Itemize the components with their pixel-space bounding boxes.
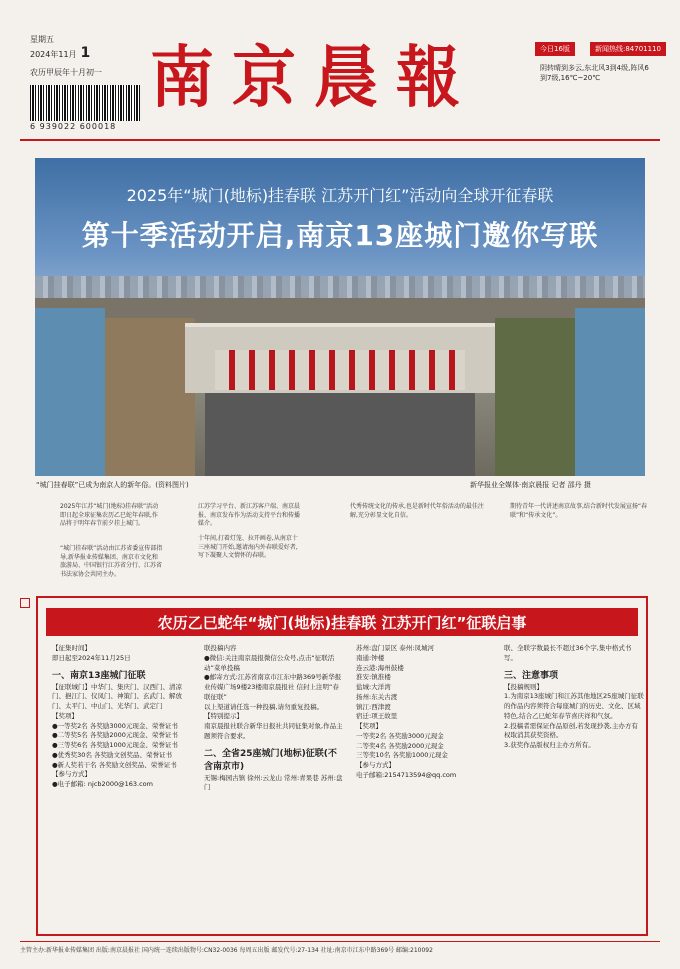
notice-line: 盐城:大洋湾 bbox=[356, 683, 391, 691]
masthead-header bbox=[0, 0, 680, 150]
photo-gate-couplets bbox=[215, 350, 465, 390]
hotline-tag: 新闻热线:84701110 bbox=[590, 42, 666, 56]
notice-box bbox=[36, 596, 648, 936]
notice-line: ●二等奖5名 各奖励2000元现金、荣誉证书 bbox=[52, 731, 178, 740]
notice-line: 以上渠道请任选一种投稿,请勿重复投稿。 bbox=[204, 702, 324, 711]
weekday: 星期五 bbox=[30, 35, 54, 44]
lead-headline: 第十季活动开启,南京13座城门邀你写联 bbox=[81, 219, 599, 252]
photo-trees-right bbox=[495, 318, 575, 476]
notice-line: 苏州:盘门景区 泰州:凤城河 bbox=[356, 644, 434, 652]
lunar-date: 农历甲辰年十月初一 bbox=[30, 68, 102, 77]
article-column: 代秀传统文化的传承,也是新时代年俗活动的最佳注解,充分彰显文化自信。 bbox=[350, 503, 484, 519]
notice-line: 【特别提示】 bbox=[204, 712, 243, 721]
year-month: 2024年11月 bbox=[30, 50, 77, 59]
photo-trees-left bbox=[105, 318, 195, 476]
weather-info: 阴转晴到多云,东北风3到4级,阵风6到7级,16℃~20℃ bbox=[540, 64, 649, 82]
notice-line: 【参与方式】 bbox=[356, 761, 395, 769]
newspaper-logo: 南京晨報 bbox=[150, 38, 478, 118]
corner-ornament bbox=[20, 598, 30, 608]
header-divider bbox=[20, 139, 660, 141]
notice-line: 连云港:海州鼓楼 bbox=[356, 663, 404, 672]
notice-line: 1.为南京13座城门和江苏其他地区25座城门征联的作品内容须符合每座城门的历史、文化、区域特色,结合乙巳蛇年春节喜庆祥和气氛。 bbox=[504, 692, 644, 720]
photo-road bbox=[205, 393, 475, 476]
notice-line: ●邮寄方式:江苏省南京市江东中路369号新华报业传媒广场9楼23楼南京晨报社 信封上注明“春联征联” bbox=[204, 673, 342, 701]
pages-tag: 今日16版 bbox=[535, 42, 575, 56]
date-block bbox=[30, 34, 145, 78]
notice-line: 镇江:西津渡 bbox=[356, 702, 391, 711]
notice-line: ●优秀奖30名 各奖励文创奖品、荣誉证书 bbox=[52, 750, 173, 759]
lead-photo bbox=[35, 158, 645, 476]
notice-section-head: 一、南京13座城门征联 bbox=[52, 670, 146, 681]
notice-line: 【投稿规则】 bbox=[504, 682, 543, 691]
notice-line: 二等奖4名 各奖励2000元现金 bbox=[356, 741, 444, 750]
notice-column-2 bbox=[204, 644, 344, 793]
notice-line: 淮安:镇淮楼 bbox=[356, 673, 391, 682]
notice-label: 【征集时间】 bbox=[52, 644, 91, 652]
day-number: 1 bbox=[80, 45, 91, 61]
notice-cities: 无锡:梅园古镇 徐州:云龙山 常州:青果巷 苏州:盘门 bbox=[204, 773, 343, 792]
notice-line: 扬州:东关古渡 bbox=[356, 692, 398, 701]
notice-column-3 bbox=[356, 644, 496, 781]
notice-time: 即日起至2024年11月25日 bbox=[52, 653, 131, 662]
notice-line: 联、全联字数最长不超过36个字,集中格式书写。 bbox=[504, 644, 632, 662]
notice-line: 3.获奖作品版权归主办方所有。 bbox=[504, 741, 595, 749]
footer: 主管主办:新华报业传媒集团 出版:南京晨报社 国内统一连续出版物号:CN32-0036 每周五出版 邮发代号:27-134 社址:南京市江东中路369号 邮编:210092 bbox=[20, 941, 660, 954]
photo-river-left bbox=[35, 308, 105, 476]
notice-title: 农历乙巳蛇年“城门(地标)挂春联 江苏开门红”征联启事 bbox=[157, 614, 527, 632]
notice-line: 联投稿内容 bbox=[204, 644, 237, 652]
notice-line: 【奖项】 bbox=[356, 722, 382, 730]
notice-column-1 bbox=[52, 644, 192, 790]
date-line bbox=[30, 45, 145, 61]
notice-email: ●电子邮箱: njcb2000@163.com bbox=[52, 780, 153, 788]
notice-line: 南通:钟楼 bbox=[356, 653, 385, 662]
lead-article bbox=[60, 503, 650, 593]
photo-credit: 新华报业全媒体·南京晨报 记者 邵丹 摄 bbox=[470, 481, 591, 489]
notice-column-4 bbox=[504, 644, 644, 751]
notice-line: 【参与方式】 bbox=[52, 770, 91, 779]
barcode bbox=[30, 85, 140, 121]
notice-line: 三等奖10名 各奖励1000元现金 bbox=[356, 751, 448, 760]
notice-line: ●微信:关注南京晨报微信公众号,点击“征联活动”菜单投稿 bbox=[204, 653, 335, 672]
notice-line: ●三等奖6名 各奖励1000元现金、荣誉证书 bbox=[52, 741, 178, 749]
barcode-number: 6 939022 600018 bbox=[30, 122, 117, 131]
article-column: 江苏学习平台、新江苏客户端、南京晨报、南京发布作为活动支持平台和传播媒介。 bbox=[198, 503, 301, 528]
article-column: “城门挂春联”活动由江苏省委宣传部指导,新华报业传媒集团、南京市文化和旅游局、中国银行江苏省分行、江苏省书法家协会共同主办。 bbox=[60, 545, 163, 579]
photo-river-right bbox=[575, 308, 645, 476]
notice-line: ●新人奖若干名 各奖励文创奖品、荣誉证书 bbox=[52, 760, 177, 769]
notice-email: 电子邮箱:2154713594@qq.com bbox=[356, 770, 457, 779]
notice-line: 宿迁:项王故里 bbox=[356, 712, 398, 721]
notice-section-head: 二、全省25座城门(地标)征联(不含南京市) bbox=[204, 748, 337, 772]
notice-line: 南京晨报社联合新华日报社共同征集对象,作品主题须符合要求。 bbox=[204, 722, 343, 740]
notice-line: 2.投稿者需保证作品原创,若发现抄袭,主办方有权取消其获奖资格。 bbox=[504, 721, 638, 740]
notice-line: 【奖项】 bbox=[52, 711, 78, 720]
article-column: 期待青年一代讲述南京故事,结合新时代发展宣扬“春联”和“传承文化”。 bbox=[510, 503, 648, 519]
photo-caption: “城门挂春联”已成为南京人的新年俗。(资料图片) bbox=[36, 481, 189, 489]
lead-kicker: 2025年“城门(地标)挂春联 江苏开门红”活动向全球开征春联 bbox=[126, 186, 554, 205]
notice-section-head: 三、注意事项 bbox=[504, 670, 559, 681]
notice-line: 一等奖2名 各奖励3000元现金 bbox=[356, 731, 444, 740]
notice-line: ●一等奖2名 各奖励3000元现金、荣誉证书 bbox=[52, 721, 178, 730]
notice-line: 【征联城门】中华门、集庆门、汉西门、清凉门、挹江门、仪凤门、神策门、玄武门、解放门、太平门、中山门、光华门、武定门 bbox=[52, 682, 182, 710]
article-column: 十年间,打着灯笼、拉开画卷,从南京十三座城门开始,邀请海内外春联爱好者,写下凝聚人文情怀的春联。 bbox=[198, 535, 298, 560]
article-column: 2025年江苏“城门(地标)挂春联”活动即日起全球征集农历乙巳蛇年春联,作品将于明年春节前夕挂上城门。 bbox=[60, 503, 159, 528]
